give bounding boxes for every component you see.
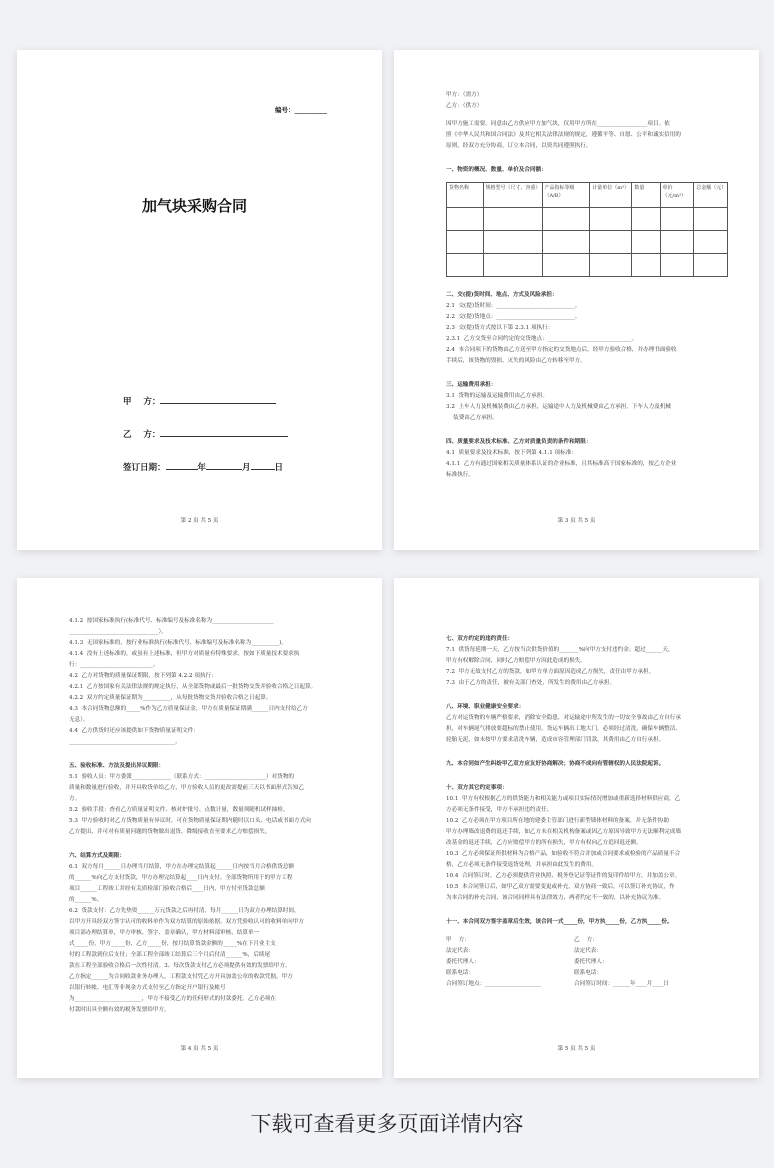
table-row: [447, 231, 728, 254]
party-b-label: 乙方：（供方）: [446, 103, 483, 109]
signature-row: 甲 方： 乙 方：: [446, 937, 598, 943]
contract-title: 加气块采购合同: [142, 197, 248, 215]
clause-line: 7.1 供货每延期一天，乙方按当次供货价值的_______%向甲方支付违约金；超过______天，: [446, 647, 674, 653]
download-more-caption[interactable]: 下载可查看更多页面详情内容: [250, 1112, 524, 1136]
clause-line: 6.1 双方每月______日办理当月结算，甲方在办理完结算起______日内按当月合格供货总额: [69, 864, 295, 870]
party-b-line: 乙 方：: [123, 428, 288, 440]
clause-line: 7.2 甲方无故支付乙方的货款，如甲方单方面原因造成乙方损失，责任由甲方承担。: [446, 669, 655, 675]
signature-block: [446, 935, 731, 990]
clause-line: 7.3 由于乙方的责任，被有关部门查处，所发生的费用由乙方承担。: [446, 680, 616, 686]
page-number: 第 4 页 共 5 页: [180, 1046, 219, 1052]
clause-line: 为________________________，甲方不接受乙方的任何形式的付款委托。乙方必须在: [69, 996, 276, 1002]
clause-line: 10.5 本合同签订后，如甲乙双方需要变更或补充，双方协商一致后，可以签订补充协议，作: [446, 884, 675, 890]
clause-line: 乙方指定______为合同收款业务办理人，工程款支付凭乙方开具加盖公章的收款凭据，甲方: [69, 974, 293, 980]
clause-line: 2.1 交(提)货时间：____________________________。: [446, 303, 581, 309]
party-a-line: 甲 方：: [123, 395, 276, 407]
clause-line: 10.1 甲方有权根据乙方的供货能力和相关能力或项目实际情况增加或重新选择材料供应商，乙: [446, 796, 681, 802]
page-number: 第 5 页 共 5 页: [557, 1046, 596, 1052]
clause-line: 10.2 乙方必须在甲方项目所在地的建委主管部门进行新型墙体材料的备案，并无条件协助: [446, 818, 669, 824]
clause-line: 2.4 本合同项下的货物由乙方送至甲方指定的交货地点后，经甲方验收合格，并办理书面验收: [446, 347, 677, 353]
clause-line: 5.1 验收人员：甲方委派______________（联系方式：______________________）对货物的: [69, 774, 295, 780]
goods-table: [446, 182, 728, 277]
clause-line: 改基金的退还手续，乙方应赔偿甲方的所有损失，甲方有权向乙方追回退还额。: [446, 840, 642, 846]
section-heading: 十一、本合同双方签字盖章后生效，该合同一式_____份，甲方执_____份，乙方执_____份。: [446, 919, 673, 925]
signature-row: 合同签订地点：____________________ 合同签订时间：______年____月____日: [446, 981, 670, 987]
table-header: 单价（元/m³）: [660, 183, 694, 208]
contract-page-5: [394, 578, 759, 1078]
contract-number: 编号：__________: [275, 106, 327, 114]
table-header: 计量单位（m³）: [590, 183, 632, 208]
clause-line: 4.1.1 乙方有通过国家相关质量体系认证的企业标准，且其标准高于国家标准的，按乙方企业: [446, 461, 677, 467]
clause-line: 4.3 本合同货物总额的_____%作为乙方质量保证金，甲方在质量保证期满______日内支付给乙方: [69, 706, 308, 712]
clause-line: 质量和数量进行验收，并开具收货单给乙方，甲方验收人员的更改需提前三天以书面形式告知乙: [69, 785, 304, 791]
clause-line: 乙方提出，并可对有质量问题的货物做出退货、降级接收直至要求乙方赔偿损失。: [69, 829, 271, 835]
clause-line: 甲方办理墙改退费的退还手续，如乙方未在相关机构备案或因乙方原因导致甲方无法顺利完成墙: [446, 829, 681, 835]
clause-line: 3.2 上车人力及机械装费由乙方承担，运输途中人力及机械费由乙方承担，下车人力及机械: [446, 404, 672, 410]
clause-line: 格，乙方必须无条件接受退货处理，并承担由此发生的费用。: [446, 862, 598, 868]
clause-line: 以银行转帐、电汇等非现金方式支付至乙方指定开户银行及帐号: [69, 985, 226, 991]
table-header: 货物名称: [447, 183, 484, 208]
clause-line: 方。: [69, 796, 81, 802]
table-header: 总金额（元）: [694, 183, 728, 208]
intro-text: 原则，经双方充分协商，订立本合同，以资共同遵照执行。: [446, 143, 592, 149]
clause-line: 装费由乙方承担。: [446, 415, 498, 421]
clause-line: 5.2 验收手段：查看乙方质量证明文件、核对炉批号、点数计量，数量须随机试样抽检。: [69, 807, 289, 813]
clause-line: 4.2.2 双方约定质量保证期为__________，从每批货物交货并验收合格之日起算。: [69, 695, 272, 701]
clause-line: 乙方对运货物的车辆严格要求，消除安全隐患，对运输途中所发生的一切安全事故由乙方自行承: [446, 715, 681, 721]
table-header: 规格型号（尺寸、容重）: [483, 183, 542, 208]
party-a-label: 甲方：（需方）: [446, 92, 483, 98]
clause-line: ______________________________________。: [69, 739, 181, 745]
section-heading: 十、双方其它约定事项：: [446, 785, 508, 791]
clause-line: 2.3 交(提)货方式按以下第 2.3.1 项执行：: [446, 325, 554, 331]
clause-line: 4.1.4 没有上述标准的，或虽有上述标准，但甲方对质量有特殊要求，按如下质量技术要求执: [69, 651, 300, 657]
section-heading: 八、环境、职业健康安全要求：: [446, 704, 525, 710]
clause-line: 手续后，该货物的毁损、灭失的风险由乙方转移至甲方。: [446, 358, 586, 364]
table-header: 数量: [632, 183, 660, 208]
clause-line: 以甲方开具经双方签字认可的收料单作为双方结算的原始依据。双方凭验收认可的收料单向甲方: [69, 919, 304, 925]
clause-line: 4.1 质量要求及技术标准，按下列第 4.1.1 项标准：: [446, 450, 577, 456]
clause-line: 式_____份，甲方_____份，乙方_____份，按月结算货款金额的_____%在下月业主支: [69, 941, 276, 947]
clause-line: 4.2.1 乙方按国家有关法律法规的规定执行，从全部货物或最后一批货物交货并验收合格之日起算。: [69, 684, 317, 690]
clause-line: 方必须无条件接受，甲方不承担违约责任。: [446, 807, 553, 813]
section-heading: 七、双方约定的违约责任：: [446, 636, 514, 642]
clause-line: 10.3 乙方必须保证所供材料为合格产品，如验收不符合并加或合同要求或检验的产品质量不合: [446, 851, 681, 857]
clause-line: 的______%。: [69, 897, 103, 903]
clause-line: 4.2 乙方对货物的质量保证期限，按下列第 4.2.2 项执行：: [69, 673, 217, 679]
table-row: [447, 208, 728, 231]
intro-text: 照《中华人民共和国合同法》及其它相关法律法规的规定，遵循平等、自愿、公平和诚实信用的: [446, 132, 681, 138]
clause-line: 无息）。: [69, 717, 89, 723]
table-row: [447, 254, 728, 277]
clause-line: 轮胎无泥，如未按甲方要求清洗车辆，造成市容管理部门罚款，其费用由乙方自行承担。: [446, 737, 665, 743]
clause-line: 4.1.3 无国家标准的，按行业标准执行(标准代号、标准编号及标准名称为__________)。: [69, 640, 287, 646]
contract-page-4: [17, 578, 382, 1078]
section-heading: 一、物资的概况、数量、单价及合同额：: [446, 167, 547, 173]
section-heading: 九、本合同如产生纠纷甲乙双方应友好协商解决；协商不成向有管辖权的人民法院起诉。: [446, 761, 665, 767]
clause-line: 付的工程款到位后支付；全部工程全部竣工结算后三个月后付清______%，后续尾: [69, 952, 271, 958]
page-body: [69, 616, 354, 1016]
cover-page: [17, 50, 382, 550]
clause-line: 5.3 甲方验收时对乙方货物质量有异议时，可在货物质量保证期内随时以口头、电话或书面方式向: [69, 818, 311, 824]
page-number: 第 3 页 共 5 页: [557, 518, 596, 524]
signature-row: 联系电话： 联系电话：: [446, 970, 602, 976]
clause-line: 甲方有权解除合同，同时乙方赔偿甲方因此造成的损失。: [446, 658, 586, 664]
clause-line: 行：__________________________。: [69, 662, 159, 668]
clause-line: 为本合同的补充合同，该合同同样具有法律效力，两者约定不一致的，以补充协议为准。: [446, 895, 665, 901]
section-heading: 五、验收标准、方法及提出异议期限：: [69, 763, 165, 769]
contract-page-3: [394, 50, 759, 550]
section-heading: 二、交(提)货时间、地点、方式及风险承担：: [446, 292, 558, 298]
clause-line: 项目部办理结算单，甲方审核、签字、盖章确认，甲方材料部审核，结算单一: [69, 930, 260, 936]
clause-line: 6.2 货款支付：乙方先垫资______万元货款之后再付清，每月______日为双方办理结算时间，: [69, 908, 300, 914]
clause-line: 标准执行。: [446, 472, 474, 478]
clause-line: 2.3.1 乙方交货至合同约定的交货地点：______________________________。: [446, 336, 638, 342]
clause-line: 2.2 交(提)货地点：____________________________。: [446, 314, 581, 320]
clause-line: 3.1 货物的运输及运输费用由乙方承担。: [446, 393, 548, 399]
clause-line: 4.4 乙方供货时还应该提供如下货物质量证明文件：: [69, 728, 199, 734]
clause-line: 4.1.2 按国家标准执行(标准代号、标准编号及标准名称为______________________: [69, 618, 274, 624]
page-body: [446, 90, 731, 481]
clause-line: 付款时出具全额有效的税务发票给甲方。: [69, 1007, 170, 1013]
section-heading: 三、运输费用承担：: [446, 382, 497, 388]
signature-row: 委托代理人： 委托代理人：: [446, 959, 608, 965]
clause-line: 的______%向乙方支付货款，甲方办理完结算起____日内支付。全部货物所用于的甲方工程: [69, 875, 293, 881]
intro-text: 因甲方施工需要，同意由乙方供应甲方加气块，仅用甲方所在__________________项目。依: [446, 121, 670, 127]
clause-line: ________________________________）。: [69, 629, 167, 635]
section-heading: 六、结算方式及期限：: [69, 853, 125, 859]
page-number: 第 2 页 共 5 页: [180, 518, 219, 524]
table-header: 产品指标等级（A/B）: [542, 183, 590, 208]
page-body: [446, 628, 731, 990]
section-heading: 四、质量要求及技术标准、乙方对质量负责的条件和期限：: [446, 439, 592, 445]
clause-line: 项目______工程竣工并经有关质检部门验收合格后____日内，甲方付至货款总额: [69, 886, 265, 892]
clause-line: 款在工程全部验收合格后一次性付清。3、每次货款支付乙方必须提供有效的发票给甲方。: [69, 963, 291, 969]
clause-line: 10.4 合同签订时，乙方必须提供营业执照、税务登记证等证件的复印件给甲方，并加盖公章。: [446, 873, 681, 879]
clause-line: 担，对车辆尾气排放要超标的禁止使用，货运车辆出工地大门，必须经过清洗，确保车辆整洁、: [446, 726, 681, 732]
signature-row: 法定代表： 法定代表：: [446, 948, 602, 954]
sign-date-line: 签订日期： 年 月 日: [123, 463, 284, 473]
